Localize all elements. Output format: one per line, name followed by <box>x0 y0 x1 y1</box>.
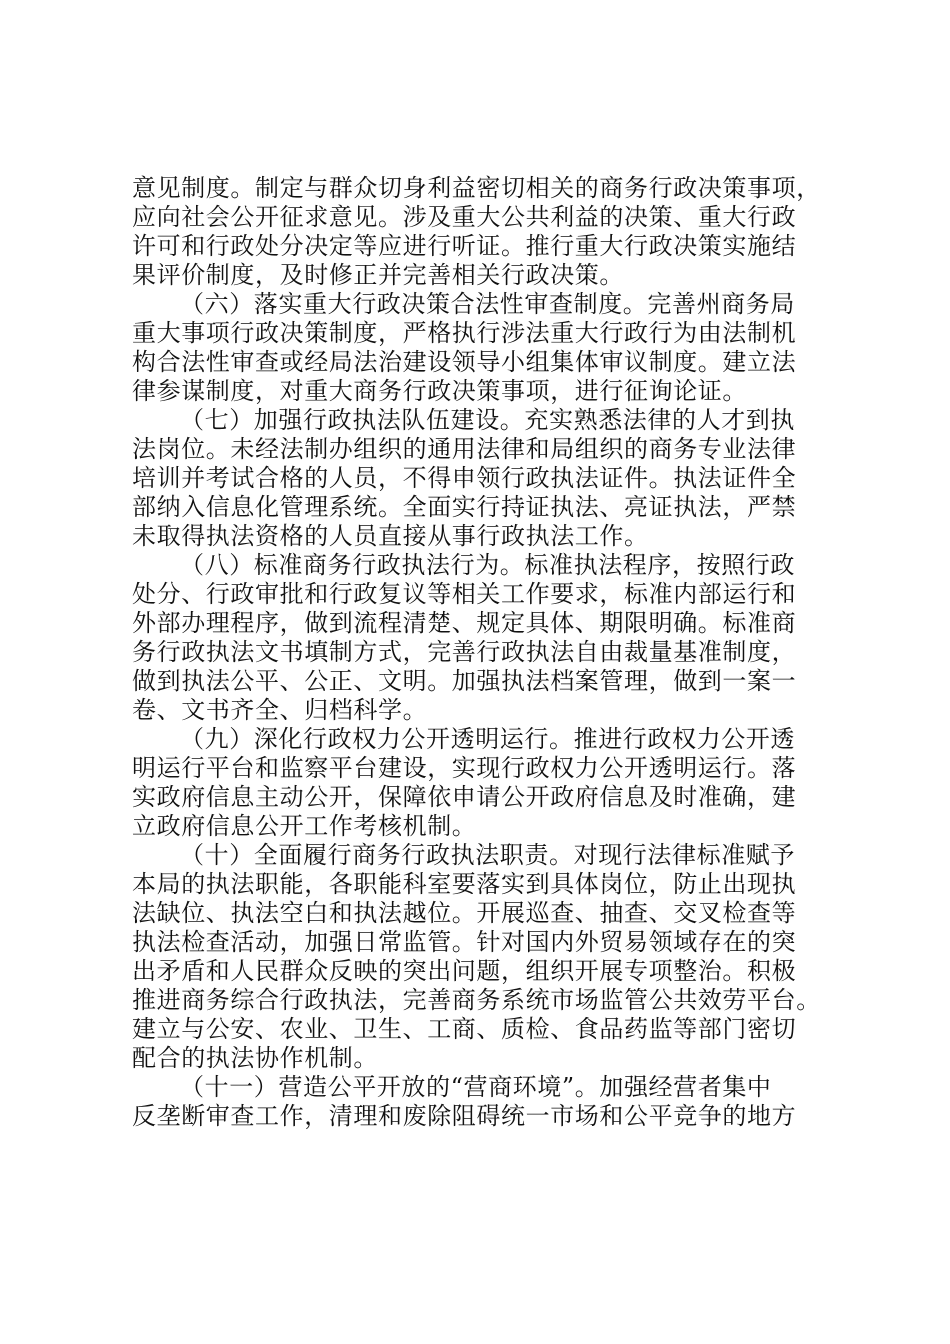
paragraph-9-transparency <box>132 725 832 841</box>
text-line: 意见制度。制定与群众切身利益密切相关的商务行政决策事项， <box>132 174 821 202</box>
text-line: 本局的执法职能，各职能科室要落实到具体岗位，防止出现执 <box>132 870 797 898</box>
text-line: 应向社会公开征求意见。涉及重大公共利益的决策、重大行政 <box>132 203 797 231</box>
text-line: （九）深化行政权力公开透明运行。推进行政权力公开透 <box>180 725 795 753</box>
text-line: 重大事项行政决策制度，严格执行涉法重大行政行为由法制机 <box>132 319 797 347</box>
text-line: 出矛盾和人民群众反映的突出问题，组织开展专项整治。积极 <box>132 957 797 985</box>
paragraph-1 <box>132 174 832 290</box>
text-line: 许可和行政处分决定等应进行听证。推行重大行政决策实施结 <box>132 232 797 260</box>
text-line: 果评价制度，及时修正并完善相关行政决策。 <box>132 261 624 289</box>
text-line: 法岗位。未经法制办组织的通用法律和局组织的商务专业法律 <box>132 435 797 463</box>
text-line: 建立与公安、农业、卫生、工商、质检、食品药监等部门密切 <box>132 1015 797 1043</box>
text-line: 实政府信息主动公开，保障依申请公开政府信息及时准确，建 <box>132 783 797 811</box>
text-line: 未取得执法资格的人员直接从事行政执法工作。 <box>132 522 649 550</box>
text-line: 明运行平台和监察平台建设，实现行政权力公开透明运行。落 <box>132 754 797 782</box>
text-line: 反垄断审查工作，清理和废除阻碍统一市场和公平竞争的地方 <box>132 1102 797 1130</box>
text-line: 配合的执法协作机制。 <box>132 1044 378 1072</box>
paragraph-11-business-environment <box>132 1073 832 1131</box>
text-line: （七）加强行政执法队伍建设。充实熟悉法律的人才到执 <box>180 406 795 434</box>
text-line: 卷、文书齐全、归档科学。 <box>132 696 428 724</box>
text-line: （十）全面履行商务行政执法职责。对现行法律标准赋予 <box>180 841 795 869</box>
text-line: 执法检查活动，加强日常监管。针对国内外贸易领域存在的突 <box>132 928 797 956</box>
text-line: （十一）营造公平开放的“营商环境”。加强经营者集中 <box>180 1073 772 1101</box>
paragraph-8-enforcement-conduct <box>132 551 832 725</box>
paragraph-7-enforcement-team <box>132 406 832 551</box>
text-line: 律参谋制度，对重大商务行政决策事项，进行征询论证。 <box>132 377 747 405</box>
text-line: 处分、行政审批和行政复议等相关工作要求，标准内部运行和 <box>132 580 797 608</box>
document-page <box>132 174 832 1131</box>
text-line: 做到执法公平、公正、文明。加强执法档案管理，做到一案一 <box>132 667 797 695</box>
text-line: 培训并考试合格的人员，不得申领行政执法证件。执法证件全 <box>132 464 797 492</box>
text-line: 部纳入信息化管理系统。全面实行持证执法、亮证执法，严禁 <box>132 493 797 521</box>
text-line: 推进商务综合行政执法，完善商务系统市场监管公共效劳平台。 <box>132 986 821 1014</box>
text-line: （六）落实重大行政决策合法性审查制度。完善州商务局 <box>180 290 795 318</box>
paragraph-10-enforcement-duties <box>132 841 832 1073</box>
text-line: （八）标准商务行政执法行为。标准执法程序，按照行政 <box>180 551 795 579</box>
paragraph-6-major-decision-review <box>132 290 832 406</box>
text-line: 外部办理程序，做到流程清楚、规定具体、期限明确。标准商 <box>132 609 797 637</box>
text-line: 务行政执法文书填制方式，完善行政执法自由裁量基准制度， <box>132 638 797 666</box>
text-line: 法缺位、执法空白和执法越位。开展巡查、抽查、交叉检查等 <box>132 899 797 927</box>
text-line: 立政府信息公开工作考核机制。 <box>132 812 477 840</box>
text-line: 构合法性审查或经局法治建设领导小组集体审议制度。建立法 <box>132 348 797 376</box>
